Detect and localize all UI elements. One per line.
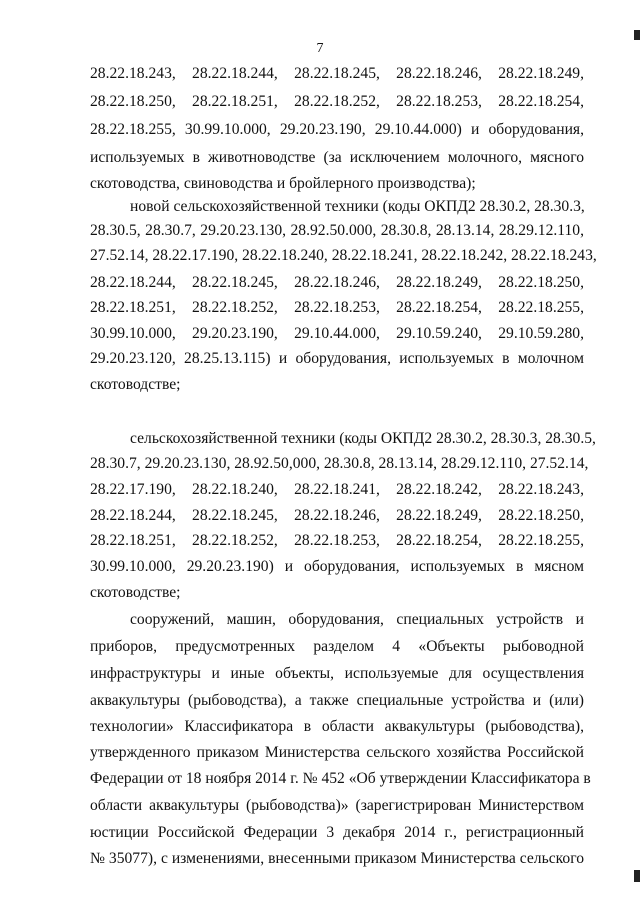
page-number: 7 (316, 41, 324, 56)
text-line: скотоводства, свиноводства и бройлерного производства); (90, 175, 476, 192)
text-line: скотоводстве; (90, 584, 181, 601)
text-line: 28.22.18.255, 30.99.10.000, 29.20.23.190, 29.10.44.000) и оборудования, (90, 121, 584, 138)
text-line: Федерации от 18 ноября 2014 г. № 452 «Об утверждении Классификатора в (90, 770, 591, 787)
paragraph-first-line: новой сельскохозяйственной техники (коды ОКПД2 28.30.2, 28.30.3, (130, 198, 585, 215)
text-line: юстиции Российской Федерации 3 декабря 2014 г., регистрационный (90, 824, 584, 841)
text-line: приборов, предусмотренных разделом 4 «Объекты рыбоводной (90, 638, 584, 655)
text-line: 28.22.18.243, 28.22.18.244, 28.22.18.245, 28.22.18.246, 28.22.18.249, (90, 65, 584, 82)
text-line: утвержденного приказом Министерства сельского хозяйства Российской (90, 744, 584, 761)
text-line: 28.22.18.251, 28.22.18.252, 28.22.18.253, 28.22.18.254, 28.22.18.255, (90, 532, 584, 549)
text-line: 28.22.18.251, 28.22.18.252, 28.22.18.253, 28.22.18.254, 28.22.18.255, (90, 299, 584, 316)
text-line: 29.20.23.120, 28.25.13.115) и оборудования, используемых в молочном (90, 350, 584, 367)
paragraph-first-line: сельскохозяйственной техники (коды ОКПД2 28.30.2, 28.30.3, 28.30.5, (130, 430, 596, 447)
text-line: технологии» Классификатора в области аквакультуры (рыбоводства), (90, 718, 584, 735)
text-line: № 35077), с изменениями, внесенными приказом Министерства сельского (90, 850, 584, 867)
text-line: области аквакультуры (рыбоводства)» (зарегистрирован Министерством (90, 797, 584, 814)
text-line: 30.99.10.000, 29.20.23.190) и оборудования, используемых в мясном (90, 558, 584, 575)
text-line: используемых в животноводстве (за исключением молочного, мясного (90, 149, 584, 166)
text-line: 30.99.10.000, 29.20.23.190, 29.10.44.000, 29.10.59.240, 29.10.59.280, (90, 325, 584, 342)
text-line: 28.22.18.244, 28.22.18.245, 28.22.18.246, 28.22.18.249, 28.22.18.250, (90, 507, 584, 524)
text-line: 27.52.14, 28.22.17.190, 28.22.18.240, 28.22.18.241, 28.22.18.242, 28.22.18.243, (90, 247, 597, 264)
text-line: скотоводстве; (90, 376, 181, 393)
text-line: 28.22.18.250, 28.22.18.251, 28.22.18.252, 28.22.18.253, 28.22.18.254, (90, 93, 584, 110)
paragraph-first-line: сооружений, машин, оборудования, специальных устройств и (130, 611, 584, 628)
text-line: 28.30.5, 28.30.7, 29.20.23.130, 28.92.50.000, 28.30.8, 28.13.14, 28.29.12.110, (90, 222, 584, 239)
scan-edge-mark (634, 30, 640, 40)
text-line: 28.30.7, 29.20.23.130, 28.92.50,000, 28.30.8, 28.13.14, 28.29.12.110, 27.52.14, (90, 455, 589, 472)
text-line: 28.22.17.190, 28.22.18.240, 28.22.18.241, 28.22.18.242, 28.22.18.243, (90, 481, 584, 498)
text-line: 28.22.18.244, 28.22.18.245, 28.22.18.246, 28.22.18.249, 28.22.18.250, (90, 274, 584, 291)
scan-edge-mark (634, 870, 640, 882)
text-line: аквакультуры (рыбоводства), а также специальные устройства и (или) (90, 692, 584, 709)
text-line: инфраструктуры и иные объекты, используемые для осуществления (90, 665, 584, 682)
